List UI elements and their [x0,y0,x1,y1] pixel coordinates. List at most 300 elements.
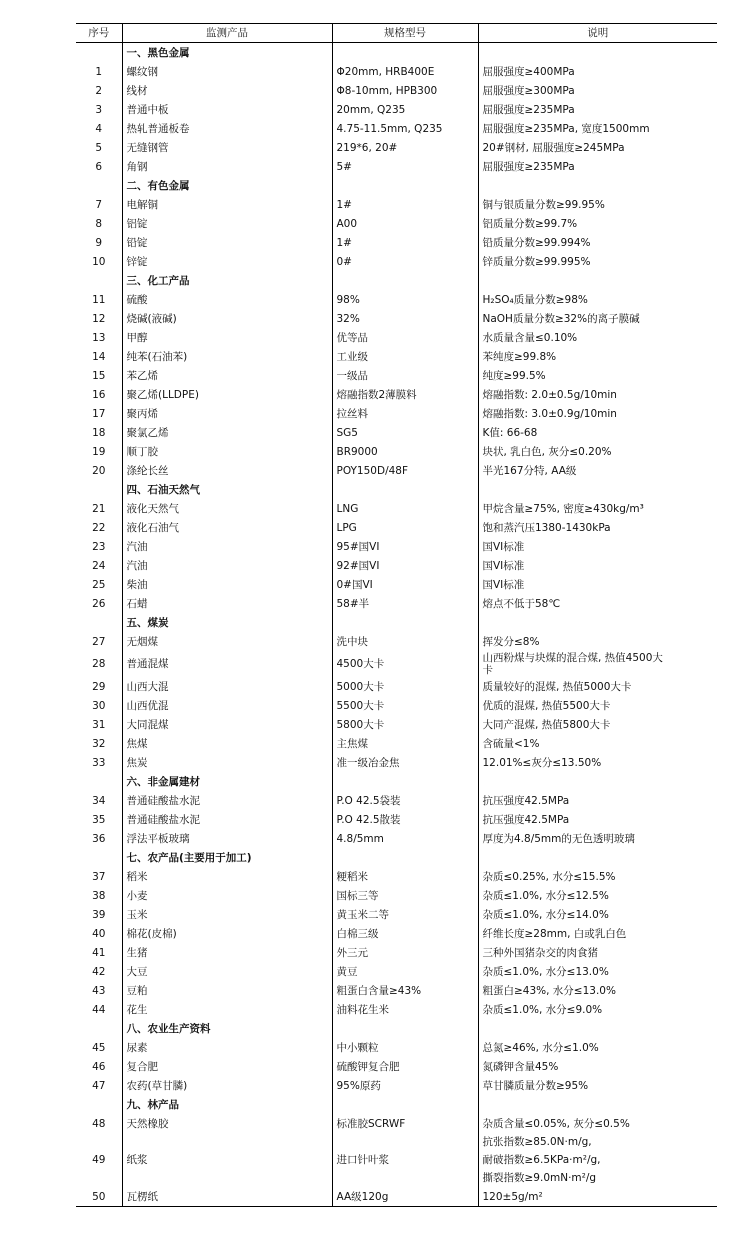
table-row [76,138,717,157]
section-title: 六、非金属建材 [122,772,332,791]
table-row [76,632,717,651]
product-desc [478,594,717,613]
desc-line: 熔融指数: 2.0±0.5g/10min [482,388,617,401]
row-number: 4 [76,119,122,138]
section-title: 七、农产品(主要用于加工) [122,848,332,867]
row-number: 47 [76,1076,122,1095]
row-number: 2 [76,81,122,100]
product-desc [478,309,717,328]
row-number: 14 [76,347,122,366]
table-row [76,905,717,924]
product-spec: 0#国VI [332,575,478,594]
product-name: 无缝钢管 [122,138,332,157]
product-name: 汽油 [122,556,332,575]
product-spec: 主焦煤 [332,734,478,753]
product-spec: 工业级 [332,347,478,366]
table-row [76,791,717,810]
desc-line: 质量较好的混煤, 热值5000大卡 [482,680,632,693]
table-row [76,651,717,677]
product-name: 普通中板 [122,100,332,119]
product-name: 农药(草甘膦) [122,1076,332,1095]
product-desc [478,214,717,233]
section-row [76,176,717,195]
product-spec: 外三元 [332,943,478,962]
product-desc [478,195,717,214]
product-desc [478,537,717,556]
product-name: 稻米 [122,867,332,886]
product-spec: 95%原药 [332,1076,478,1095]
header-desc: 说明 [478,24,717,43]
row-number: 48 [76,1114,122,1133]
product-name: 复合肥 [122,1057,332,1076]
product-spec: AA级120g [332,1187,478,1207]
row-number: 25 [76,575,122,594]
desc-line: 铅质量分数≥99.994% [482,236,591,249]
product-name: 生猪 [122,943,332,962]
desc-line: 纤维长度≥28mm, 白或乳白色 [482,927,627,940]
section-title: 二、有色金属 [122,176,332,195]
product-spec: 58#半 [332,594,478,613]
table-row [76,461,717,480]
row-number: 11 [76,290,122,309]
table-row [76,309,717,328]
section-row [76,1095,717,1114]
table-row [76,442,717,461]
product-spec: 5500大卡 [332,696,478,715]
table-body [76,43,717,1207]
desc-line: 屈服强度≥235MPa [482,160,575,173]
desc-line: 国VI标准 [482,578,525,591]
product-desc [478,905,717,924]
product-desc [478,138,717,157]
product-spec: 5800大卡 [332,715,478,734]
product-spec: 1# [332,195,478,214]
product-desc [478,1038,717,1057]
product-spec: 4.75-11.5mm, Q235 [332,119,478,138]
desc-line: NaOH质量分数≥32%的离子膜碱 [482,312,640,325]
product-desc [478,233,717,252]
row-number: 30 [76,696,122,715]
row-number: 46 [76,1057,122,1076]
product-name: 涤纶长丝 [122,461,332,480]
desc-line: 熔点不低于58℃ [482,597,561,610]
product-desc [478,100,717,119]
product-desc [478,404,717,423]
row-number: 33 [76,753,122,772]
product-spec: 油料花生米 [332,1000,478,1019]
product-name: 电解铜 [122,195,332,214]
header-no: 序号 [76,24,122,43]
product-name: 无烟煤 [122,632,332,651]
row-number: 6 [76,157,122,176]
product-name: 石蜡 [122,594,332,613]
table-row [76,404,717,423]
product-desc [478,886,717,905]
product-name: 螺纹钢 [122,62,332,81]
desc-line: 甲烷含量≥75%, 密度≥430kg/m³ [482,502,644,515]
product-desc [478,290,717,309]
table-row [76,677,717,696]
product-spec: 32% [332,309,478,328]
product-spec: 中小颗粒 [332,1038,478,1057]
row-number: 34 [76,791,122,810]
row-number: 38 [76,886,122,905]
row-number: 3 [76,100,122,119]
product-desc [478,943,717,962]
product-desc [478,119,717,138]
table-row [76,594,717,613]
price-monitoring-table [76,23,717,1207]
product-spec: 92#国VI [332,556,478,575]
product-name: 山西大混 [122,677,332,696]
product-name: 聚丙烯 [122,404,332,423]
row-number: 39 [76,905,122,924]
product-desc [478,632,717,651]
product-name: 焦煤 [122,734,332,753]
row-number: 10 [76,252,122,271]
product-name: 尿素 [122,1038,332,1057]
product-spec: 白棉三级 [332,924,478,943]
product-desc [478,924,717,943]
table-row [76,1114,717,1133]
product-desc [478,810,717,829]
row-number: 12 [76,309,122,328]
product-spec: A00 [332,214,478,233]
product-desc [478,1000,717,1019]
product-spec: 1# [332,233,478,252]
product-name: 浮法平板玻璃 [122,829,332,848]
product-spec: 一级品 [332,366,478,385]
section-row [76,772,717,791]
product-desc [478,1114,717,1133]
table-row [76,1076,717,1095]
section-title: 九、林产品 [122,1095,332,1114]
table-row [76,385,717,404]
product-spec: 拉丝料 [332,404,478,423]
table-row [76,195,717,214]
desc-line: 杂质≤1.0%, 水分≤14.0% [482,908,609,921]
row-number: 32 [76,734,122,753]
table-row [76,1133,717,1187]
product-desc [478,252,717,271]
desc-line: K值: 66-68 [482,426,538,439]
table-row [76,962,717,981]
row-number: 5 [76,138,122,157]
product-desc [478,461,717,480]
product-name: 山西优混 [122,696,332,715]
product-spec: 5# [332,157,478,176]
product-name: 普通混煤 [122,651,332,677]
product-spec: 洗中块 [332,632,478,651]
product-name: 角钢 [122,157,332,176]
table-row [76,537,717,556]
product-spec: 20mm, Q235 [332,100,478,119]
desc-line: 铝质量分数≥99.7% [482,217,578,230]
table-row [76,62,717,81]
desc-line: 国VI标准 [482,559,525,572]
table-row [76,810,717,829]
product-desc [478,385,717,404]
product-spec: 黄玉米二等 [332,905,478,924]
product-spec: 粳稻米 [332,867,478,886]
product-desc [478,328,717,347]
product-desc [478,981,717,1000]
product-spec: 标准胶SCRWF [332,1114,478,1133]
table-row [76,753,717,772]
row-number: 28 [76,651,122,677]
product-name: 豆粕 [122,981,332,1000]
product-name: 铝锭 [122,214,332,233]
product-spec: 优等品 [332,328,478,347]
product-spec: SG5 [332,423,478,442]
table-row [76,981,717,1000]
table-row [76,423,717,442]
product-spec: 98% [332,290,478,309]
desc-line: 三种外国猪杂交的肉食猪 [482,946,598,959]
desc-line: 半光167分特, AA级 [482,464,577,477]
row-number: 19 [76,442,122,461]
row-number: 42 [76,962,122,981]
product-name: 棉花(皮棉) [122,924,332,943]
desc-line: 锌质量分数≥99.995% [482,255,591,268]
product-spec: POY150D/48F [332,461,478,480]
row-number: 1 [76,62,122,81]
desc-line: 12.01%≤灰分≤13.50% [482,756,602,769]
product-spec: P.O 42.5散装 [332,810,478,829]
row-number: 23 [76,537,122,556]
section-row [76,271,717,290]
desc-line: 饱和蒸汽压1380-1430kPa [482,521,611,534]
product-spec: 219*6, 20# [332,138,478,157]
desc-line: 大同产混煤, 热值5800大卡 [482,718,611,731]
row-number: 37 [76,867,122,886]
product-spec: P.O 42.5袋装 [332,791,478,810]
section-row [76,613,717,632]
product-name: 苯乙烯 [122,366,332,385]
product-desc [478,347,717,366]
product-spec: LNG [332,499,478,518]
product-spec: Φ8-10mm, HPB300 [332,81,478,100]
desc-line: 熔融指数: 3.0±0.9g/10min [482,407,617,420]
product-name: 大同混煤 [122,715,332,734]
product-desc [478,442,717,461]
desc-line: 粗蛋白≥43%, 水分≤13.0% [482,984,616,997]
table-row [76,1187,717,1207]
table-row [76,943,717,962]
table-row [76,252,717,271]
row-number: 17 [76,404,122,423]
product-name: 柴油 [122,575,332,594]
desc-line: 撕裂指数≥9.0mN·m²/g [482,1172,597,1184]
product-desc [478,715,717,734]
desc-line: 耐破指数≥6.5KPa·m²/g, [482,1154,601,1166]
product-desc [478,696,717,715]
product-desc [478,1133,717,1187]
table-row [76,1000,717,1019]
desc-line: 抗压强度42.5MPa [482,794,570,807]
product-name: 顺丁胶 [122,442,332,461]
table-row [76,233,717,252]
section-row [76,1019,717,1038]
product-spec: 硫酸钾复合肥 [332,1057,478,1076]
row-number: 41 [76,943,122,962]
table-row [76,328,717,347]
product-spec: 4.8/5mm [332,829,478,848]
row-number: 50 [76,1187,122,1207]
table-row [76,556,717,575]
desc-line: 草甘膦质量分数≥95% [482,1079,589,1092]
product-name: 烧碱(液碱) [122,309,332,328]
table-row [76,867,717,886]
product-spec: BR9000 [332,442,478,461]
table-header-row [76,24,717,43]
product-desc [478,81,717,100]
product-name: 线材 [122,81,332,100]
product-name: 热轧普通板卷 [122,119,332,138]
desc-line: 厚度为4.8/5mm的无色透明玻璃 [482,832,635,845]
section-row [76,43,717,63]
desc-line: 屈服强度≥300MPa [482,84,575,97]
header-spec: 规格型号 [332,24,478,43]
product-spec: 0# [332,252,478,271]
row-number: 29 [76,677,122,696]
row-number: 9 [76,233,122,252]
row-number: 8 [76,214,122,233]
desc-line: H₂SO₄质量分数≥98% [482,293,588,306]
table-row [76,119,717,138]
product-name: 花生 [122,1000,332,1019]
product-desc [478,734,717,753]
header-product: 监测产品 [122,24,332,43]
product-desc [478,791,717,810]
desc-line: 山西粉煤与块煤的混合煤, 热值4500大 [482,652,663,664]
product-name: 瓦楞纸 [122,1187,332,1207]
row-number: 45 [76,1038,122,1057]
desc-line: 水质量含量≤0.10% [482,331,578,344]
product-spec: 黄豆 [332,962,478,981]
row-number: 49 [76,1133,122,1187]
desc-line: 苯纯度≥99.8% [482,350,557,363]
section-title: 四、石油天然气 [122,480,332,499]
product-desc [478,157,717,176]
table-row [76,715,717,734]
product-name: 锌锭 [122,252,332,271]
product-desc [478,651,717,677]
product-desc [478,556,717,575]
desc-line: 块状, 乳白色, 灰分≤0.20% [482,445,612,458]
row-number: 7 [76,195,122,214]
table-row [76,100,717,119]
product-name: 普通硅酸盐水泥 [122,791,332,810]
desc-line: 抗张指数≥85.0N·m/g, [482,1136,592,1148]
product-spec: 熔融指数2薄膜料 [332,385,478,404]
product-desc [478,518,717,537]
row-number: 26 [76,594,122,613]
desc-line: 氮磷钾含量45% [482,1060,559,1073]
table-row [76,829,717,848]
table-row [76,696,717,715]
section-title: 八、农业生产资料 [122,1019,332,1038]
product-desc [478,677,717,696]
row-number: 18 [76,423,122,442]
desc-line: 120±5g/m² [482,1190,543,1203]
section-row [76,848,717,867]
table-row [76,290,717,309]
product-spec: Φ20mm, HRB400E [332,62,478,81]
product-desc [478,499,717,518]
desc-line: 杂质≤1.0%, 水分≤12.5% [482,889,609,902]
desc-line: 卡 [482,664,493,676]
product-desc [478,366,717,385]
desc-line: 纯度≥99.5% [482,369,546,382]
product-name: 纯苯(石油苯) [122,347,332,366]
table-row [76,518,717,537]
row-number: 27 [76,632,122,651]
product-spec: 4500大卡 [332,651,478,677]
product-desc [478,1187,717,1207]
desc-line: 屈服强度≥235MPa, 宽度1500mm [482,122,650,135]
desc-line: 杂质≤1.0%, 水分≤13.0% [482,965,609,978]
row-number: 24 [76,556,122,575]
product-name: 天然橡胶 [122,1114,332,1133]
product-desc [478,829,717,848]
product-name: 液化石油气 [122,518,332,537]
product-name: 汽油 [122,537,332,556]
desc-line: 屈服强度≥400MPa [482,65,575,78]
desc-line: 抗压强度42.5MPa [482,813,570,826]
section-title: 三、化工产品 [122,271,332,290]
desc-line: 20#钢材, 屈服强度≥245MPa [482,141,625,154]
product-spec: 准一级冶金焦 [332,753,478,772]
product-desc [478,753,717,772]
row-number: 13 [76,328,122,347]
row-number: 16 [76,385,122,404]
desc-line: 总氮≥46%, 水分≤1.0% [482,1041,599,1054]
row-number: 36 [76,829,122,848]
product-name: 焦炭 [122,753,332,772]
row-number: 31 [76,715,122,734]
row-number: 44 [76,1000,122,1019]
table-row [76,499,717,518]
product-name: 聚乙烯(LLDPE) [122,385,332,404]
product-desc [478,962,717,981]
product-name: 玉米 [122,905,332,924]
table-row [76,1038,717,1057]
product-spec: 粗蛋白含量≥43% [332,981,478,1000]
desc-line: 国VI标准 [482,540,525,553]
row-number: 35 [76,810,122,829]
table-row [76,214,717,233]
row-number: 43 [76,981,122,1000]
product-name: 普通硅酸盐水泥 [122,810,332,829]
product-desc [478,1057,717,1076]
product-spec: 5000大卡 [332,677,478,696]
table-row [76,924,717,943]
desc-line: 杂质含量≤0.05%, 灰分≤0.5% [482,1117,630,1130]
row-number: 15 [76,366,122,385]
row-number: 40 [76,924,122,943]
product-name: 硫酸 [122,290,332,309]
desc-line: 挥发分≤8% [482,635,540,648]
product-spec: 进口针叶浆 [332,1133,478,1187]
row-number: 20 [76,461,122,480]
product-name: 大豆 [122,962,332,981]
product-desc [478,867,717,886]
product-desc [478,62,717,81]
section-row [76,480,717,499]
product-name: 纸浆 [122,1133,332,1187]
table-row [76,886,717,905]
